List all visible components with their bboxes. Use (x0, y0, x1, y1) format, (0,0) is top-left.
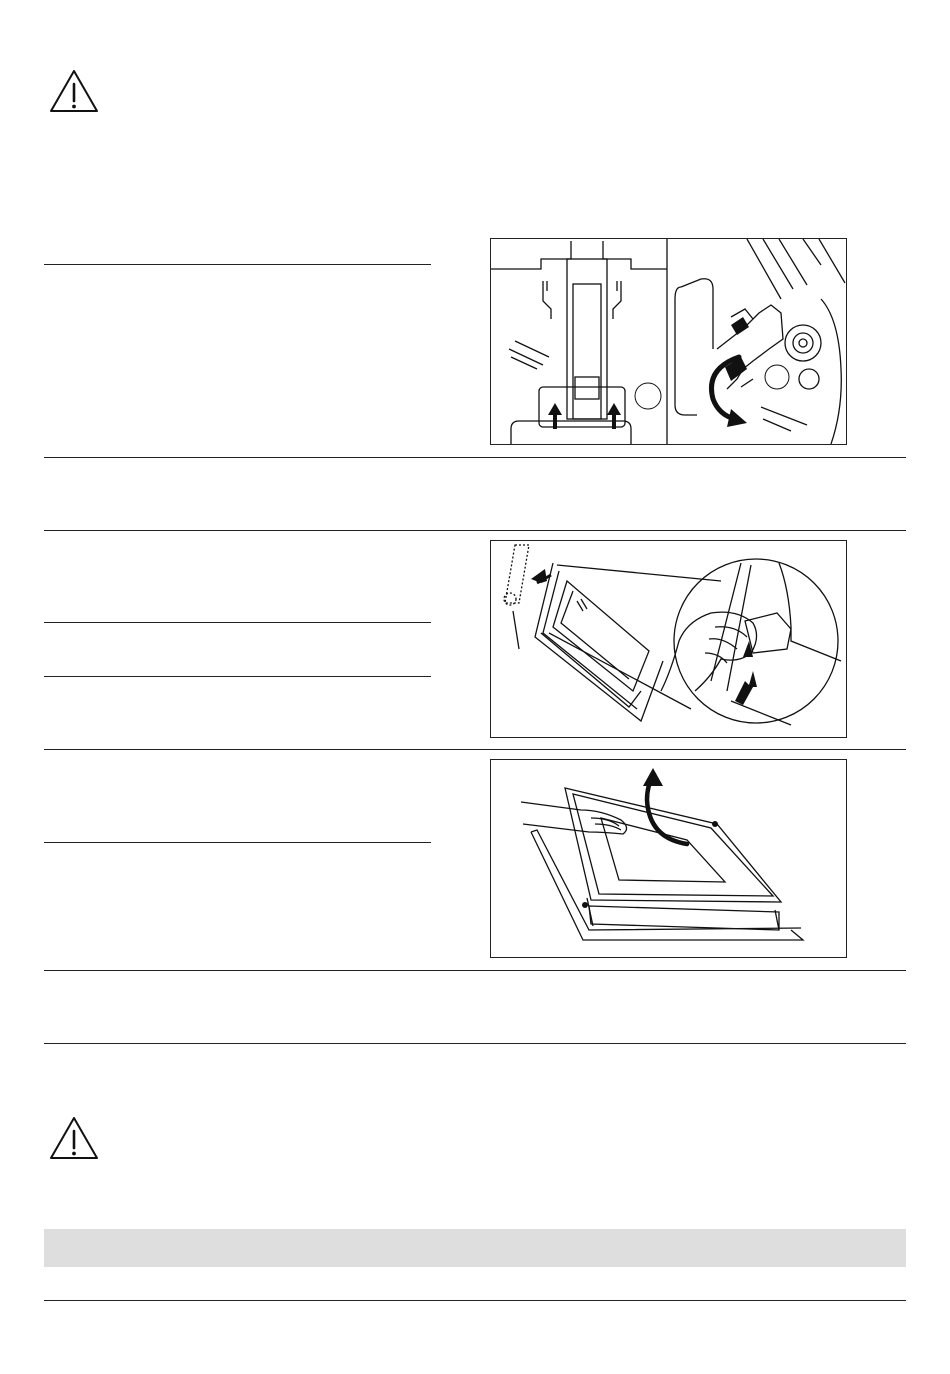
section-heading-band (44, 1229, 906, 1267)
divider (44, 1043, 906, 1044)
warning-triangle-icon (48, 68, 100, 114)
divider (44, 749, 906, 750)
door-frame-removal-figure (490, 540, 847, 738)
divider (44, 264, 431, 265)
glass-panel-illustration (491, 760, 846, 957)
divider (44, 457, 906, 458)
hinge-lock-figure (490, 238, 847, 445)
divider (44, 676, 431, 677)
divider (44, 1300, 906, 1301)
door-frame-illustration (491, 541, 846, 737)
divider (44, 530, 906, 531)
warning-triangle-icon (48, 1115, 100, 1161)
divider (44, 842, 431, 843)
glass-panel-removal-figure (490, 759, 847, 958)
divider (44, 970, 906, 971)
divider (44, 622, 431, 623)
hinge-illustration (491, 239, 846, 444)
